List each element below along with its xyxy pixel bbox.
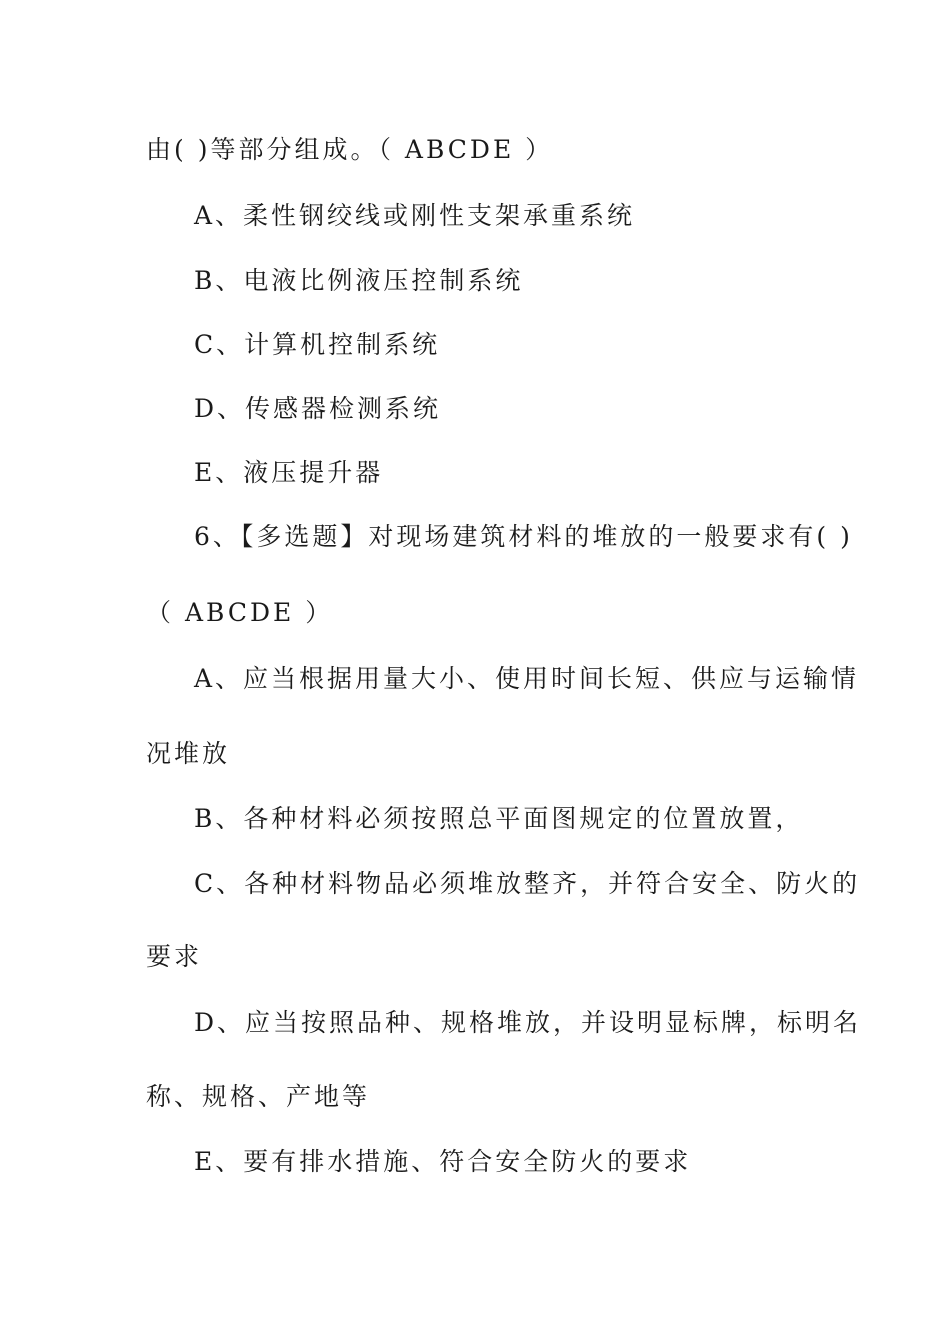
q6-answer: （ ABCDE ） [146,598,334,627]
q5-option-b: B、电液比例液压控制系统 [194,266,524,295]
q6-option-d-line2: 称、规格、产地等 [146,1082,371,1111]
q6-option-c-line1: C、各种材料物品必须堆放整齐，并符合安全、防火的 [194,869,861,898]
q6-option-d-line1: D、应当按照品种、规格堆放，并设明显标牌，标明名 [194,1008,862,1037]
q6-stem: 6、【多选题】对现场建筑材料的堆放的一般要求有( ) [194,522,853,551]
q6-option-a-line1: A、应当根据用量大小、使用时间长短、供应与运输情 [194,664,860,693]
q6-option-b: B、各种材料必须按照总平面图规定的位置放置， [194,804,804,833]
q5-option-a: A、柔性钢绞线或刚性支架承重系统 [194,201,636,230]
q5-stem-end: 由( )等部分组成。（ ABCDE ） [146,135,554,164]
q6-option-c-line2: 要求 [146,942,203,971]
q6-option-e: E、要有排水措施、符合安全防火的要求 [194,1147,692,1176]
q5-option-d: D、传感器检测系统 [194,394,442,423]
q5-option-e: E、液压提升器 [194,458,384,487]
q5-option-c: C、计算机控制系统 [194,330,441,359]
q6-option-a-line2: 况堆放 [146,739,231,768]
